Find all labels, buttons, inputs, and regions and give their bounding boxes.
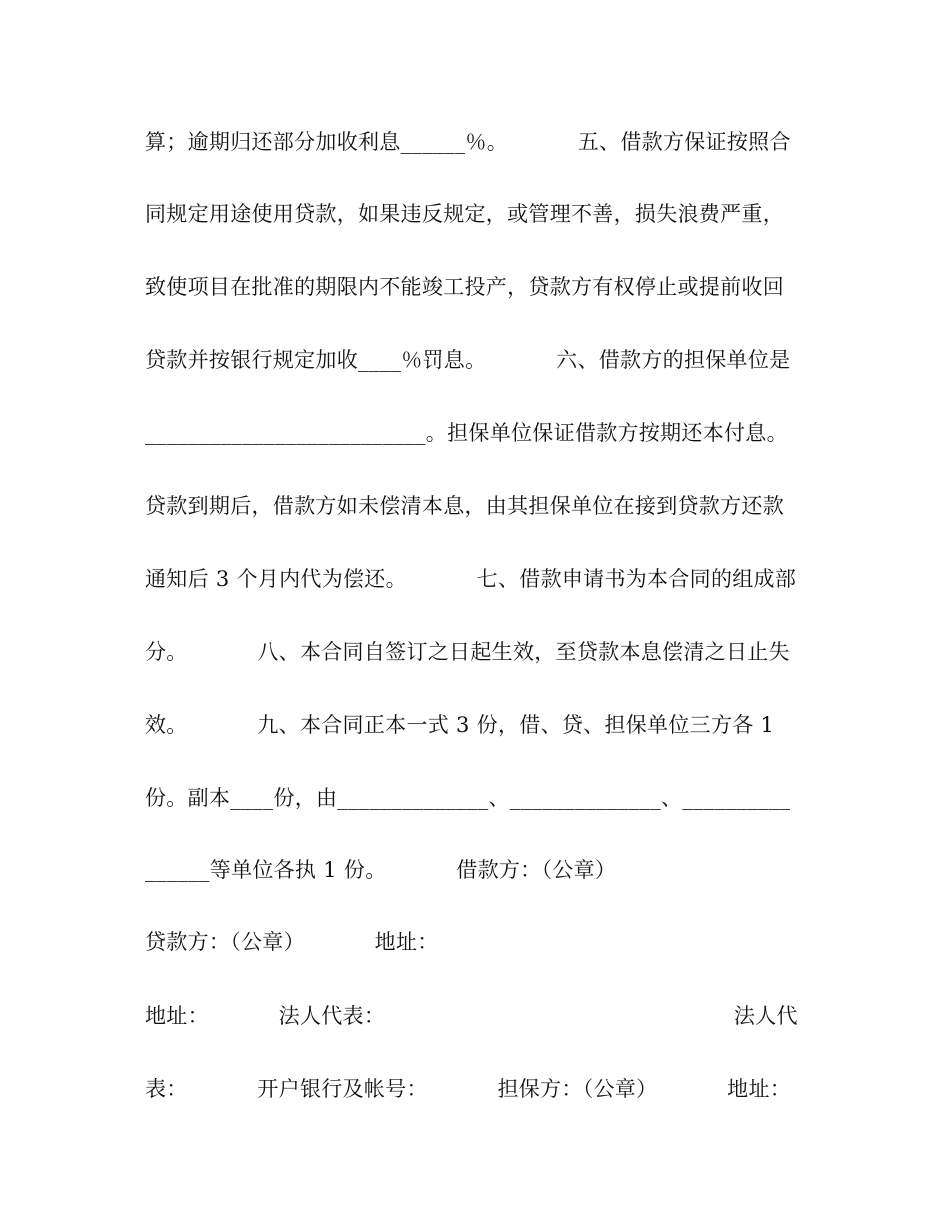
text-line-7: 通知后 3 个月内代为偿还。 七、借款申请书为本合同的组成部	[145, 567, 797, 591]
text-line-2: 同规定用途使用贷款，如果违反规定，或管理不善，损失浪费严重，	[145, 202, 784, 226]
text-line-4: 贷款并按银行规定加收____％罚息。 六、借款方的担保单位是	[145, 348, 791, 372]
text-line-1: 算；逾期归还部分加收利息______％。 五、借款方保证按照合	[145, 130, 791, 154]
text-line-10: 份。副本____份，由______________、______________、__________	[145, 786, 791, 810]
text-line-14: 表： 开户银行及帐号： 担保方：（公章） 地址：	[145, 1077, 792, 1101]
text-line-6: 贷款到期后，借款方如未偿清本息，由其担保单位在接到贷款方还款	[145, 494, 784, 518]
text-line-8: 分。 八、本合同自签订之日起生效，至贷款本息偿清之日止失	[145, 640, 790, 664]
text-line-3: 致使项目在批准的期限内不能竣工投产，贷款方有权停止或提前收回	[145, 275, 784, 299]
text-line-9: 效。 九、本合同正本一式 3 份，借、贷、担保单位三方各 1	[145, 713, 775, 737]
text-line-5: __________________________。担保单位保证借款方按期还本付息。	[145, 421, 788, 445]
text-line-12: 贷款方：（公章） 地址：	[145, 930, 439, 954]
text-line-13: 地址： 法人代表： 法人代	[145, 1004, 798, 1028]
text-line-11: ______等单位各执 1 份。 借款方：（公章）	[145, 858, 617, 882]
